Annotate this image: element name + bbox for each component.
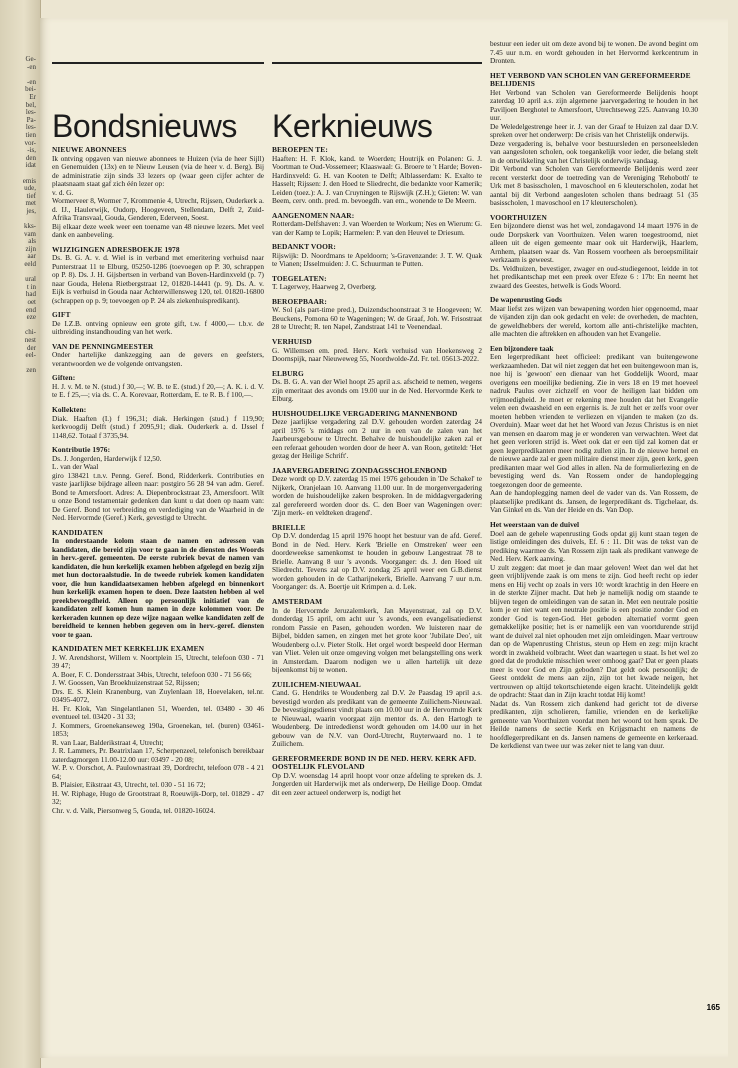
section-heading: HET VERBOND VAN SCHOLEN VAN GEREFORMEERDE BELIJDENIS	[490, 70, 691, 89]
article-section	[490, 72, 698, 208]
title-bondsnieuws: Bondsnieuws	[52, 108, 237, 144]
article-section	[52, 374, 264, 400]
article-section	[272, 146, 482, 206]
section-text: Haaften: H. F. Klok, kand. te Woerden; Houtrijk en Polanen: G. J. Voortman te Oud-Vossemeer; Klaaswaal: G. Broere te 't Harde; Boven-Hardinxveld: G. H. van Kooten te Delft; Alblasserdam: K. Exalto te Hasselt; Rijssen: J. den Hoed te Sliedrecht, die bedankte voor Kamerik; Leiden (toez.): A. J. van Cruyningen te Rijswijk (Z.H.); Gieten: W. van Beem, cerv. onth. pred. m. bevoegdh. van em., wonende te De Meern.	[272, 153, 482, 206]
spine-previous-page	[0, 0, 41, 1068]
article-section	[52, 645, 264, 815]
section-heading: VOORTHUIZEN	[490, 212, 547, 222]
section-heading: Kontributie 1976:	[52, 445, 111, 455]
section-heading: Kollekten:	[52, 404, 87, 414]
article-section	[272, 681, 482, 749]
article-section	[272, 755, 482, 798]
article-section	[52, 446, 264, 523]
section-heading: VERHUISD	[272, 336, 312, 346]
article-section	[52, 146, 264, 240]
section-heading: BEROEPEN TE:	[272, 145, 328, 154]
section-heading: TOEGELATEN:	[272, 273, 327, 283]
section-text: De Weledelgestrenge heer ir. J. van der Graaf te Huizen zal daar D.V. spreken over het onderwerp: De crisis van het Christelijk onderwijs.	[490, 121, 698, 140]
article-section	[52, 406, 264, 440]
article-section	[490, 296, 698, 339]
section-text: Deze jaarlijkse vergadering zal D.V. gehouden worden zaterdag 24 april 1976 's middags om 2 uur in een van de zalen van het Jaarbeursgebouw te Utrecht. Behalve de huishoudelijke zaken zal er een referaat gehouden worden door de heer A. van Roon, getiteld: 'Het gezag der Heilige Schrift'.	[272, 417, 482, 461]
article-section	[272, 243, 482, 269]
article-section	[52, 311, 264, 337]
section-subheading: Een bijzondere taak	[490, 343, 554, 353]
section-text: bestuur een ieder uit om deze avond bij te wonen. De avond begint om 7.45 uur n.m. en wordt gehouden in het Hervormd kerkcentrum in Dronten.	[490, 39, 698, 65]
section-subheading: De wapenrusting Gods	[490, 295, 562, 305]
section-signature: L. van der Waal	[52, 462, 99, 472]
section-text: Bij elkaar deze week weer een toename van 48 nieuwe lezers. Met veel dank en aanbeveling.	[52, 221, 264, 240]
column-bondsnieuws	[52, 146, 264, 821]
section-text: Op D.V. woensdag 14 april hoopt voor onze afdeling te spreken ds. J. Jongerden uit Harderwijk met als onderwerp, De Heilige Doop. Omdat dit een zeer actueel onderwerp is, nodigt het	[272, 770, 482, 797]
section-heading: BRIELLE	[272, 522, 306, 532]
section-text: Onder hartelijke dankzegging aan de gevers en geefsters, verantwoorden we de volgende ontvangsten.	[52, 350, 264, 368]
section-text: Het Verbond van Scholen van Gereformeerde Belijdenis hoopt zaterdag 10 april a.s. zijn algemene jaarvergadering te houden in het Paviljoen Berghotel te Amersfoort, Utrechtseweg 225. Aanvang 10.30 uur.	[490, 87, 698, 123]
page-number: 165	[706, 1003, 720, 1012]
section-text: T. Lagerwey, Haarweg 2, Overberg.	[272, 282, 377, 292]
section-heading: BEDANKT VOOR:	[272, 242, 336, 252]
section-text: Rijswijk: D. Noordmans te Apeldoorn; 's-Gravenzande: J. T. W. Quak te Vianen; IJsselmuiden: J. C. Schuurman te Putten.	[272, 250, 482, 269]
article-section	[272, 370, 482, 404]
section-text: H. J. v. M. te N. (stud.) f 30,—; W. B. te E. (stud.) f 20,—; A. K. i. d. V. te E. f 25,—; via ds. C. A. Korevaar, Rotterdam, E. te R. B. f 100,—.	[52, 381, 264, 400]
column-kerknieuws	[272, 146, 482, 803]
section-text: Ds. J. Jongerden, Harderwijk f 12,50.	[52, 453, 162, 463]
article-section	[490, 214, 698, 291]
section-text: Deze vergadering is, behalve voor bestuursleden en personeelsleden van aangesloten scholen, ook toegankelijk voor ieder, die belang stelt in de ontwikkeling van het Christelijk onderwijs vandaag. Dit Verbond van Scholen van Gereformeerde Belijdenis werd zeer recent versterkt door de toetreding van de Vereniging 'Rehoboth' te Urk met 8 basisscholen, 1 mavoschool en 6 kleuterscholen, zodat het aantal bij dit Verbond aangesloten scholen thans bedraagt 51 (35 basisscholen, 1 mavoschool en 17 kleuterscholen).	[490, 138, 698, 208]
section-text: Een legerpredikant heet officieel: predikant van buitengewone werkzaamheden. Dat wil niet zeggen dat het een buitengewoon man is, noe hij is 'gewoon' een dienaar van het Goddelijk Woord, maar overigens een moeilijke bediening. Zie in vers 18 en 19 met hoeveel nadruk Paulus over zichzelf en voor de heiligen laat bidden om vrijmoedigheid. Je moet er rekening mee houden dat het Evangelie velen een dwaasheid en een ergernis is. Je zult het er zelfs voor over moeten hebben vrienden te verliezen en vijanden te maken (zo ds. Overduin). Maar weet dat het het Woord van Jezus Christus is en niet van mensen en daarom mag je er wonderen van verwachten. Weet dat het geen verloren strijd is. Weet ook dat er een tijd zal komen dat er geen legerpredikanten meer nodig zullen zijn. In de nieuwe hemel en de nieuwe aarde zal er geen militaire dienst meer zijn, geen kerk, geen predikanten maar wel God alles in allen. Na de formulierlezing en de bevestiging werd ds. Van Rossem onder de handoplegging toegezongen door de gemeente. Aan de handoplegging namen deel de vader van ds. Van Rossem, de plaatselijke predikant ds. Jansen, de legerpredikant ds. Tigchelaar, ds. Van Ginkel en ds. Van der Heide en ds. Van Dop.	[490, 352, 698, 515]
section-text: Doel aan de gehele wapenrusting Gods opdat gij kunt staan tegen de listige omleidingen des duivels, Ef. 6 : 11. Dit was de tekst van de prediking waarmee ds. Van Rossem zijn taak als predikant vanwege de Ned. Herv. Kerk aanving. U zult zeggen: dat moet je dan maar geloven! Weet dan wel dat het geen vrijblijvende zaak is om mens te zijn. God heeft recht op ieder mens en Hij vecht op zoals in vers 10: wordt krachtig in den Heere en in de sterkte Zijner macht. Dat heb je namelijk nodig om staande te blijven tegen de omleidingen van de satan in. Met een neutrale positie kom je er niet want een neutrale positie is een positie zonder God en zonder God is tegen-God. Het geboden alternatief vormt geen gemakkelijke positie; het is er namelijk een van voortdurende strijd want de duivel zal niet ophouden met zijn omleidingen. Maar vertrouw dan op de Wapenrusting Christus, steun op Hem en zeg: mijn kracht wordt in zwakheid volbracht. Weet dan waartegen u staat. Is het wel zo goed dat de produktie misschien weer omhoog gaat? Dat er geen plaats meer is voor God en Zijn geboden? Dat geldt ook persoonlijk; de Geest ontdekt de mens aan zijn, zijn tot het kwade neigen, het vertrouwen op altijd tekortschietende eigen kracht. Uiteindelijk geldt de opdracht: Staat dan in Zijn kracht totdat Hij komt! Nadat ds. Van Rossem zich dankend had gericht tot de diverse predikanten, zijn scholieren, familie, vrienden en de kerkelijke gemeente van Voorthuizen voordat men het woord tot hem sprak. De Heilde namens de sectie Kerk en Krijgsmacht en namens de hoofdlegerpredikant en ds. Jansen namens de gemeente en kerkeraad. De kerkdienst van twee uur was zeker niet te lang van duur.	[490, 528, 698, 751]
article-section	[272, 298, 482, 332]
section-subheading: Het weerstaan van de duivel	[490, 519, 580, 529]
section-text: J. W. Arendshorst, Willem v. Noortplein 15, Utrecht, telefoon 030 - 71 39 47; A. Boer, F. C. Dondersstraat 34bis, Utrecht, telefoon 030 - 71 56 66; J. W. Goossen, Van Broekhuizenstraat 52, Rijssen; Drs. E. S. Klein Kranenburg, van Zuylenlaan 18, Hoevelaken, tel.nr. 03495-4072, H. Fr. Klok, Van Singelantlanen 51, Woerden, tel. 03480 - 30 46 eventueel tel. 03420 - 31 33; J. Kommers, Groenekanseweg 190a, Groenekan, tel. (buren) 03461-1853; R. van Laar, Balderikstraat 4, Utrecht; J. R. Lammers, Pr. Beatrixlaan 17, Scherpenzeel, telefonisch bereikbaar zaterdagmorgen 11.00-12.00 uur: 03497 - 20 08; W. P. v. Oorschot, A. Paulownastraat 39, Dordrecht, telefoon 078 - 4 21 64; B. Plaisier, Eikstraat 43, Utrecht, tel. 030 - 51 16 72; H. W. Riphage, Hugo de Grootstraat 8, Roeuwijk-Dorp, tel. 01829 - 47 32; Chr. v. d. Valk, Piersonweg 5, Gouda, tel. 01820-16024.	[52, 652, 264, 815]
section-text: De I.Z.B. ontving opnieuw een grote gift, t.w. f 4000,— t.b.v. de uitbreiding instandhouding van het werk.	[52, 318, 264, 337]
section-text-bold: In onderstaande kolom staan de namen en adressen van kandidaten, die bereid zijn voor te gaan in de diensten des Woords in herv.-geref. gemeenten. De eerste rubriek bevat de namen van kandidaten, die hun kerkelijk examen hebben afgelegd en bezig zijn met hun doctoraalstudie. In de tweede rubriek komen kandidaten voor, die hun kandidaatsexamen hebben afgelegd en binnenkort hun kerkelijk examen hopen te doen. Deze laatsten hebben al wel preekbevoegdheid. Alleen op persoonlijk initiatief van de kandidaten zelf komen hun namen in deze kolommen voor. De kerkeraden kunnen op deze wijze nagaan welke kandidaten zelf de bereidheid te kennen hebben gegeven om in herv.-geref. diensten voor te gaan.	[52, 536, 264, 639]
section-text: Deze wordt op D.V. zaterdag 15 mei 1976 gehouden in 'De Schakel' te Nijkerk, Oranjelaan 10. Aanvang 11.00 uur. In de morgenvergadering worden de huishoudelijke zaken besproken. In de middagvergadering zal gerefereerd worden door ds. C. den Boer van Wageningen over: 'Zijn merk- en veldteken dragend'.	[272, 474, 482, 518]
column-kerknieuws-continued	[490, 40, 698, 757]
article-section	[272, 410, 482, 461]
article-section	[272, 524, 482, 592]
section-text: giro 138421 t.n.v. Penng. Geref. Bond, Ridderkerk. Contributies en vaste jaarlijkse bijdrage alleen naar: postgiro 56 28 94 van adm. Geref. Bond te Amersfoort. Adres: A. Diepenbrockstraat 23, Amersfoort. Wilt u onze Bond testamentair gedenken dan kunt u dat doen op naam van: De Geref. Bond tot verbreiding en verdediging van de Waarheid in de Ned. Hervormde (Geref.) Kerk, gevestigd te Utrecht.	[52, 470, 264, 523]
section-heading: Giften:	[52, 373, 76, 383]
spine-text: Ge- -en -en bei- Er bel, les- Pa- les- tien vor- -is, den idat emis ude, tief met jes, kks- vam als zijn aar eeld ural t in had oet end eze chi- nest der eel- zen	[22, 55, 36, 375]
section-heading: VAN DE PENNINGMEESTER	[52, 341, 154, 351]
section-text: Ds. B. G. A. v. d. Wiel is in verband met emeritering verhuisd naar Punterstraat 11 te Elburg, 05250-1286 (toevoegen op P. 30, schrappen op P. 8). Ds. J. H. Gijsbertsen in verband van Boven-Hardinxveld (p. 7) naar Gouda, Helena Rietbergstraat 12, 01820-14441 (p. 9). Ds. A. v. Eijk is verhuisd in Gouda naar Achterwillensweg 120, tel. 01820-16800 (schrappen op p. 9; toevoegen op P. 24 als ziekenhuispredikant).	[52, 253, 264, 305]
article-section	[272, 467, 482, 518]
section-text: Diak. Haaften (I.) f 196,31; diak. Herkingen (stud.) f 119,90; kerkvoogdij Delft (stud.) f 2095,91; diak. Ouderkerk a. d. IJssel f 1148,62. Totaal f 3735,94.	[52, 413, 264, 440]
section-heading: WIJZIGINGEN ADRESBOEKJE 1978	[52, 244, 180, 254]
section-text: Op D.V. donderdag 15 april 1976 hoopt het bestuur van de afd. Geref. Bond in de Ned. Herv. Kerk 'Brielle en Omstreken' weer een doordeweekse samenkomst te houden in gebouw Langestraat 78 te Brielle. Aanvang 8 uur 's avonds. Voorganger: ds. J. den Hoed uit Sliedrecht. Tevens zal op D.V. zondag 25 april weer een G.B.dienst worden gehouden in de Catharijnekerk, Brielle. Aanvang 7 uur n.m. Voorganger: ds. A. Boertje uit Krimpen a. d. Lek.	[272, 531, 482, 592]
article-section	[490, 345, 698, 515]
article-section	[272, 598, 482, 675]
section-text: Ds. B. G. A. van der Wiel hoopt 25 april a.s. afscheid te nemen, wegens zijn emeritaat des avonds om 19.00 uur in de Ned. Hervormde Kerk te Elburg.	[272, 377, 482, 404]
article-section	[490, 40, 698, 66]
header-rule-right	[272, 62, 482, 64]
section-heading: GIFT	[52, 310, 71, 320]
section-heading: NIEUWE ABONNEES	[52, 145, 127, 154]
section-heading: JAARVERGADERING ZONDAGSSCHOLENBOND	[272, 465, 447, 475]
section-heading: AMSTERDAM	[272, 596, 323, 606]
section-text: Een bijzondere dienst was het wel, zondagavond 14 maart 1976 in de oude Dorpskerk van Voorthuizen. Velen waren toegestroomd, niet alleen uit de eigen gemeente maar ook uit Harderwijk, Haarlem, Arnhem, plaatsen waar ds. Van Rossem voorheen als beroepsmilitair werkzaam is geweest. Ds. Veldhuizen, bevestiger, zwager en oud-studiegenoot, leidde in tot het predikantschap met een preek over Efeze 6 : 17b: En neemt het zwaard des Geestes, hetwelk is Gods Woord.	[490, 221, 698, 290]
article-section	[272, 212, 482, 238]
section-heading: BEROEPBAAR:	[272, 296, 327, 306]
section-text: Ik ontving opgaven van nieuwe abonnees te Huizen (via de heer Sijll) en Genemuiden (13x) en te Nieuw Leusen (via de heer v. d. Berg). Bij de administratie zijn sinds 33 lezers op (waar geen cijfer achter de plaatsnaam staat gaf zich één lezer op:	[52, 153, 264, 189]
section-heading: GEREFORMEERDE BOND IN DE NED. HERV. KERK AFD. OOSTELIJK FLEVOLAND	[272, 753, 477, 772]
section-heading: HUISHOUDELIJKE VERGADERING MANNENBOND	[272, 408, 458, 418]
section-heading: ZUILICHEM-NIEUWAAL	[272, 679, 361, 689]
article-section	[272, 338, 482, 364]
article-section	[52, 246, 264, 306]
header-rule-left	[52, 62, 264, 64]
section-heading: KANDIDATEN	[52, 527, 103, 537]
section-text: Wormerveer 8, Wormer 7, Krommenie 4, Utrecht, Rijssen, Ouderkerk a. d. IJ., Haulerwijk, Oudorp, Hoogeveen, Stellendam, Delft 2, Zuid-Afrika Transvaal, Gouda, Genderen, Ederveen, Soest.	[52, 196, 264, 223]
title-kerknieuws: Kerknieuws	[272, 108, 433, 144]
section-heading: ELBURG	[272, 368, 304, 378]
article-section	[272, 275, 482, 292]
article-section	[52, 343, 264, 369]
section-text: Rotterdam-Delfshaven: J. van Woerden te Workum; Nes en Wierum: G. van der Kamp te Lopik; Harmelen: P. van den Heuvel te Driesum.	[272, 219, 482, 237]
section-text: Maar liefst zes wijzen van bewapening worden hier opgenoemd, maar de vijanden zijn dan ook gedacht en vele: de overheden, de machten, de geweldhebbers der wereld, kortom alle anti-christelijke machten, alle machten die aftrekken en afhouden van het Evangelie.	[490, 303, 698, 339]
section-heading: AANGENOMEN NAAR:	[272, 210, 355, 220]
section-signature: v. d. G.	[52, 187, 74, 197]
section-text: In de Hervormde Jeruzalemkerk, Jan Mayenstraat, zal op D.V. donderdag 15 april, om acht uur 's avonds, een evangelisatiedienst rondom Passie en Pasen, gehouden worden. We luisteren naar de Bijbel, bidden samen, en zingen met het grote koor 'Jubilate Deo', uit Woudenberg o.l.v. Pieter Stolk. Het orgel wordt bespeeld door Herman van Vliet. Velen uit onze omgeving volgen met belangstelling ons werk in Amsterdam. Daarom nodigen we u allen hartelijk uit deze bijeenkomst bij te wonen.	[272, 605, 482, 675]
section-text: Cand. G. Hendriks te Woudenberg zal D.V. 2e Paasdag 19 april a.s. bevestigd worden als predikant van de gemeente Zuilichem-Nieuwaal. De bevestigingsdienst vindt plaats om 10.00 uur in de Hervormde Kerk te Nieuwaal, waarin voorgaat zijn mentor ds. A. den Hartogh te Woudenberg. De intrededienst wordt gehouden om 14.00 uur in het gebouw van de N.V. van Oord-Utrecht, Ruyterwaard no. 1 te Zuilichem.	[272, 688, 482, 749]
section-text: W. Sol (als part-time pred.), Duizendschoonstraat 3 te Hoogeveen; W. Beuckens, Pomona 60 te Wageningen; W. de Graaf, Joh. W. Frisostraat 28 te Utrecht; R. ten Napel, Zandstraat 141 te Veenendaal.	[272, 305, 482, 332]
article-section	[52, 529, 264, 640]
section-heading: KANDIDATEN MET KERKELIJK EXAMEN	[52, 644, 205, 654]
section-text: G. Willemsen em. pred. Herv. Kerk verhuisd van Hoekensweg 2 Doornspijk, naar Nieuweweg 55, Noordwolde-Zd. Fr. tel. 05613-2022.	[272, 345, 482, 364]
article-section	[490, 521, 698, 751]
